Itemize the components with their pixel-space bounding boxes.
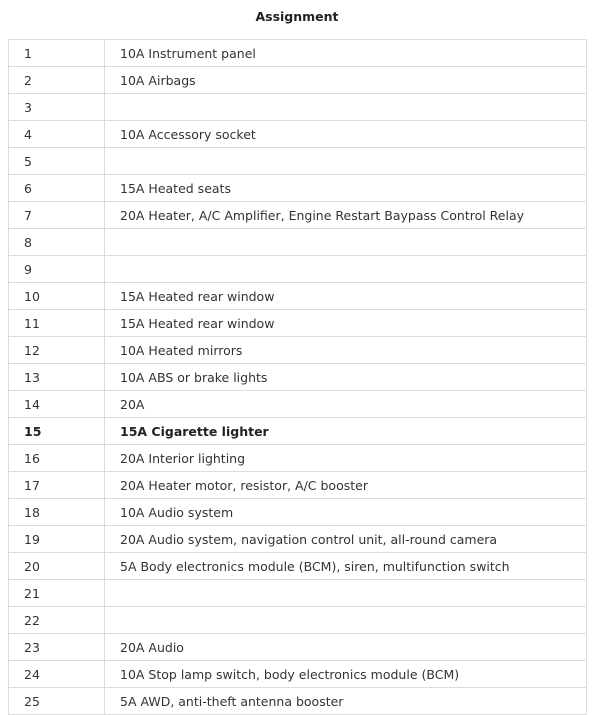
fuse-assignment-cell: 10A Heated mirrors: [105, 337, 587, 364]
fuse-number-cell: 14: [9, 391, 105, 418]
fuse-number-cell: 10: [9, 283, 105, 310]
fuse-assignment-cell: 15A Heated seats: [105, 175, 587, 202]
fuse-number-cell: 1: [9, 40, 105, 67]
fuse-assignment-cell: 10A Stop lamp switch, body electronics module (BCM): [105, 661, 587, 688]
fuse-number-cell: 21: [9, 580, 105, 607]
fuse-assignment-cell: [105, 580, 587, 607]
table-row: [9, 661, 587, 688]
table-row: [9, 175, 587, 202]
fuse-assignment-cell: 20A Heater, A/C Amplifier, Engine Restart Baypass Control Relay: [105, 202, 587, 229]
table-row: [9, 310, 587, 337]
table-row: [9, 229, 587, 256]
table-row: [9, 526, 587, 553]
fuse-assignment-cell: 10A Instrument panel: [105, 40, 587, 67]
fuse-number-cell: 25: [9, 688, 105, 715]
table-row: [9, 580, 587, 607]
fuse-number-cell: 18: [9, 499, 105, 526]
fuse-assignment-cell: 5A Body electronics module (BCM), siren, multifunction switch: [105, 553, 587, 580]
table-row: [9, 445, 587, 472]
fuse-number-cell: 11: [9, 310, 105, 337]
fuse-number-cell: 16: [9, 445, 105, 472]
fuse-assignment-cell: 5A AWD, anti-theft antenna booster: [105, 688, 587, 715]
fuse-number-cell: 4: [9, 121, 105, 148]
table-row: [9, 202, 587, 229]
fuse-number-cell: 5: [9, 148, 105, 175]
fuse-assignment-cell: 15A Cigarette lighter: [105, 418, 587, 445]
fuse-number-cell: 22: [9, 607, 105, 634]
fuse-assignment-cell: [105, 229, 587, 256]
fuse-number-cell: 6: [9, 175, 105, 202]
fuse-assignment-table: [8, 39, 587, 715]
table-row: [9, 418, 587, 445]
fuse-assignment-cell: [105, 148, 587, 175]
fuse-assignment-cell: 20A: [105, 391, 587, 418]
fuse-number-cell: 13: [9, 364, 105, 391]
fuse-number-cell: 20: [9, 553, 105, 580]
table-row: [9, 283, 587, 310]
fuse-assignment-cell: 20A Heater motor, resistor, A/C booster: [105, 472, 587, 499]
table-row: [9, 391, 587, 418]
fuse-assignment-cell: 20A Audio: [105, 634, 587, 661]
table-row: [9, 472, 587, 499]
table-row: [9, 67, 587, 94]
fuse-number-cell: 2: [9, 67, 105, 94]
table-row: [9, 607, 587, 634]
fuse-assignment-cell: 10A Audio system: [105, 499, 587, 526]
fuse-number-cell: 24: [9, 661, 105, 688]
fuse-assignment-cell: 15A Heated rear window: [105, 283, 587, 310]
fuse-number-cell: 12: [9, 337, 105, 364]
table-row: [9, 337, 587, 364]
fuse-assignment-cell: 20A Audio system, navigation control unit, all-round camera: [105, 526, 587, 553]
table-row: [9, 364, 587, 391]
fuse-assignment-cell: [105, 256, 587, 283]
fuse-assignment-cell: 10A ABS or brake lights: [105, 364, 587, 391]
table-row: [9, 499, 587, 526]
table-row: [9, 553, 587, 580]
fuse-table-body: [9, 40, 587, 715]
fuse-assignment-cell: 15A Heated rear window: [105, 310, 587, 337]
table-row: [9, 688, 587, 715]
fuse-assignment-cell: [105, 607, 587, 634]
fuse-assignment-cell: 10A Accessory socket: [105, 121, 587, 148]
fuse-number-cell: 19: [9, 526, 105, 553]
fuse-assignment-cell: 10A Airbags: [105, 67, 587, 94]
fuse-assignment-cell: 20A Interior lighting: [105, 445, 587, 472]
fuse-number-cell: 23: [9, 634, 105, 661]
fuse-number-cell: 8: [9, 229, 105, 256]
table-row: [9, 634, 587, 661]
fuse-number-cell: 7: [9, 202, 105, 229]
table-row: [9, 94, 587, 121]
fuse-number-cell: 3: [9, 94, 105, 121]
fuse-number-cell: 17: [9, 472, 105, 499]
fuse-number-cell: 9: [9, 256, 105, 283]
column-header-assignment: Assignment: [255, 9, 339, 24]
table-row: [9, 121, 587, 148]
table-row: [9, 40, 587, 67]
fuse-number-cell: 15: [9, 418, 105, 445]
fuse-assignment-cell: [105, 94, 587, 121]
table-row: [9, 148, 587, 175]
table-row: [9, 256, 587, 283]
